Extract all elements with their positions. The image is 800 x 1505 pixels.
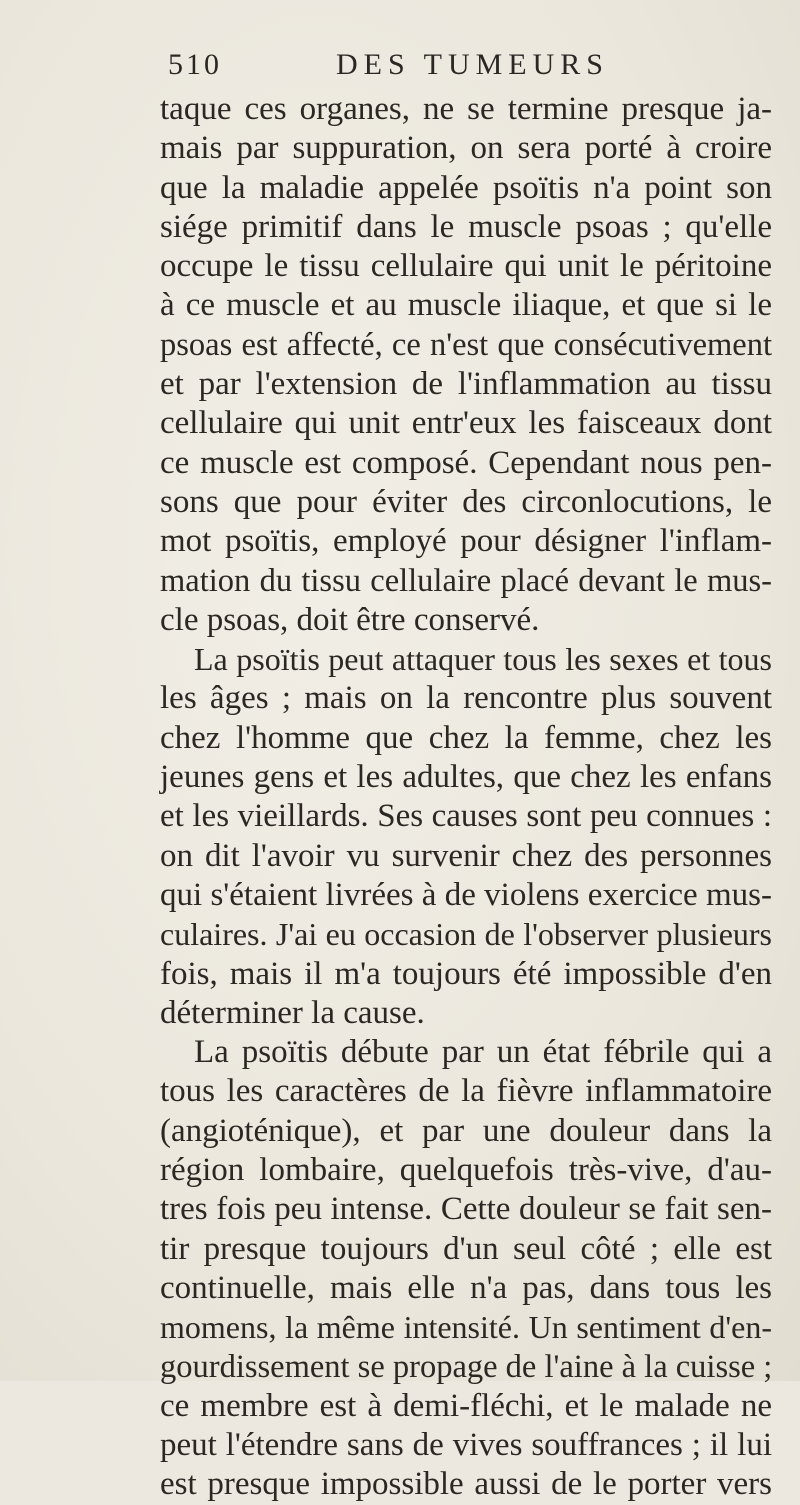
text-line: région lombaire, quelquefois très-vive, d'au-: [160, 1152, 772, 1189]
text-line: cle psoas, doit être conservé.: [160, 601, 540, 638]
text-line: (angioténique), et par une douleur dans la: [160, 1112, 772, 1149]
text-line: momens, la même intensité. Un sentiment d'en-: [160, 1309, 772, 1346]
body-text: [160, 90, 772, 1505]
text-line: tir presque toujours d'un seul côté ; elle est: [160, 1230, 772, 1267]
text-line: mais par suppuration, on sera porté à croire: [160, 130, 772, 167]
text-line: siége primitif dans le muscle psoas ; qu'elle: [160, 208, 772, 245]
text-line: et les vieillards. Ses causes sont peu connues :: [160, 798, 772, 835]
running-head: DES TUMEURS: [336, 48, 609, 81]
text-line: que la maladie appelée psoïtis n'a point son: [160, 169, 772, 206]
text-line: mation du tissu cellulaire placé devant le mus-: [160, 562, 772, 599]
text-line: à ce muscle et au muscle iliaque, et que si le: [160, 287, 772, 324]
text-line: gourdissement se propage de l'aine à la cuisse ;: [160, 1348, 773, 1385]
text-line: on dit l'avoir vu survenir chez des personnes: [160, 837, 772, 874]
page-number: 510: [168, 48, 222, 81]
text-line: La psoïtis débute par un état fébrile qui a: [194, 1034, 772, 1071]
text-line: les âges ; mais on la rencontre plus souvent: [160, 680, 772, 717]
page-header: [168, 48, 728, 88]
text-line: taque ces organes, ne se termine presque ja-: [160, 91, 772, 127]
text-line: fois, mais il m'a toujours été impossible d'en: [160, 955, 772, 992]
text-line: chez l'homme que chez la femme, chez les: [160, 719, 772, 756]
text-line: continuelle, mais elle n'a pas, dans tous les: [160, 1269, 772, 1306]
text-line: ce membre est à demi-fléchi, et le malade ne: [160, 1387, 772, 1424]
text-line: sons que pour éviter des circonlocutions, le: [160, 483, 772, 520]
text-line: psoas est affecté, ce n'est que consécutivement: [160, 326, 772, 363]
text-line: tres fois peu intense. Cette douleur se fait sen-: [160, 1191, 772, 1228]
text-line: qui s'étaient livrées à de violens exercice mus-: [160, 876, 772, 913]
text-line: et par l'extension de l'inflammation au tissu: [160, 366, 772, 403]
text-line: occupe le tissu cellulaire qui unit le péritoine: [160, 248, 772, 285]
text-line: ce muscle est composé. Cependant nous pen-: [160, 444, 772, 481]
text-line: jeunes gens et les adultes, que chez les enfans: [160, 759, 772, 796]
text-line: est presque impossible aussi de le porter vers: [160, 1466, 772, 1503]
text-line: peut l'étendre sans de vives souffrances ; il lui: [160, 1427, 772, 1464]
text-line: culaires. J'ai eu occasion de l'observer plusieurs: [160, 916, 772, 953]
text-line: déterminer la cause.: [160, 994, 425, 1031]
text-line: tous les caractères de la fièvre inflammatoire: [160, 1073, 772, 1110]
text-line: cellulaire qui unit entr'eux les faisceaux dont: [160, 405, 772, 442]
text-line: mot psoïtis, employé pour désigner l'inflam-: [160, 523, 772, 560]
text-line: La psoïtis peut attaquer tous les sexes et tous: [194, 641, 772, 678]
